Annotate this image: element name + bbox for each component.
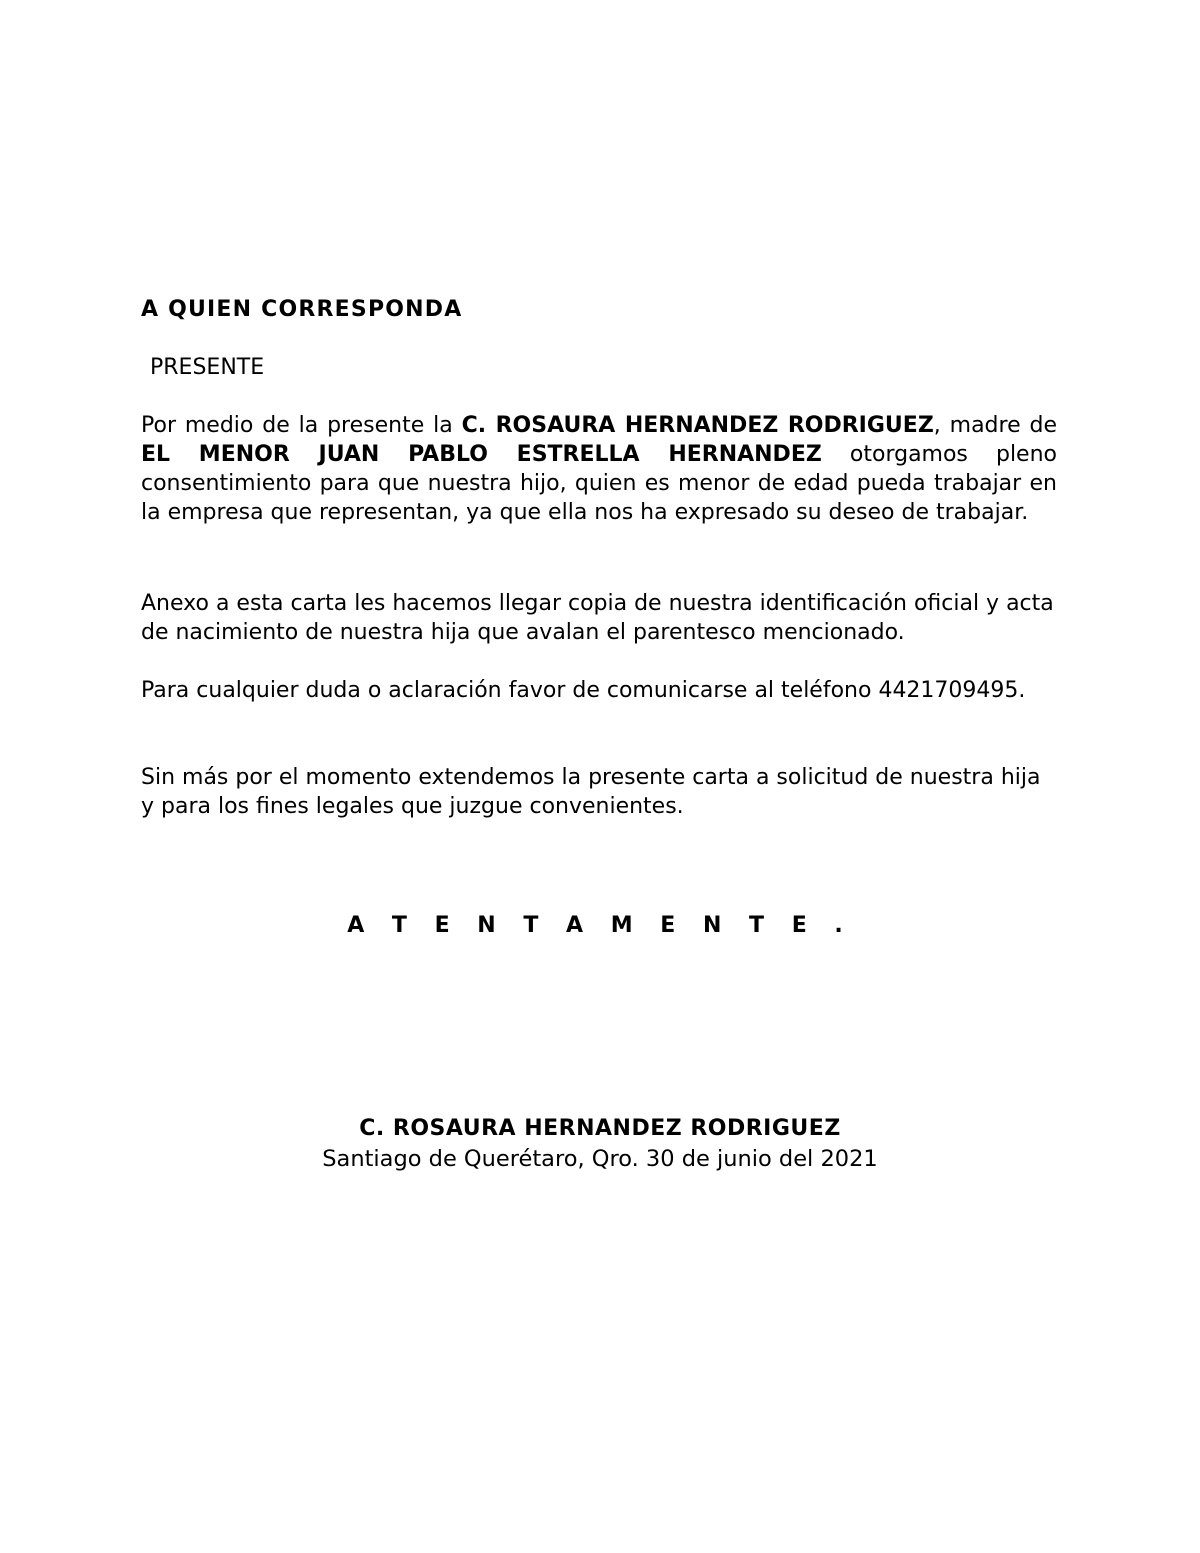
signature-block [0, 1114, 1200, 1174]
minor-name: EL MENOR JUAN PABLO ESTRELLA HERNANDEZ [141, 442, 822, 467]
signature-name: C. ROSAURA HERNANDEZ RODRIGUEZ [359, 1116, 841, 1141]
paragraph-consent-text-2: , madre de [933, 413, 1057, 438]
place-and-date: Santiago de Querétaro, Qro. 30 de junio del 2021 [322, 1146, 878, 1172]
paragraph-consent-text-3: otorgamos pleno consentimiento para que nuestra hijo, quien es menor de edad pueda trabajar en la empresa que representan, ya que ella nos ha expresado su deseo de trabajar. [141, 442, 1057, 525]
paragraph-consent [141, 411, 1057, 527]
paragraph-closing-remarks: Sin más por el momento extendemos la presente carta a solicitud de nuestra hija y para los fines legales que juzgue convenientes. [141, 765, 1041, 819]
closing-salutation: A T E N T A M E N T E . [347, 913, 853, 938]
letter-salutation: PRESENTE [150, 355, 265, 380]
letter-heading: A QUIEN CORRESPONDA [141, 297, 463, 322]
paragraph-consent-text-1: Por medio de la presente la [141, 413, 462, 438]
paragraph-contact: Para cualquier duda o aclaración favor de comunicarse al teléfono 4421709495. [141, 678, 1026, 703]
paragraph-attachments: Anexo a esta carta les hacemos llegar copia de nuestra identificación oficial y acta de nacimiento de nuestra hija que avalan el parentesco mencionado. [141, 591, 1054, 645]
mother-name: C. ROSAURA HERNANDEZ RODRIGUEZ [461, 413, 934, 438]
